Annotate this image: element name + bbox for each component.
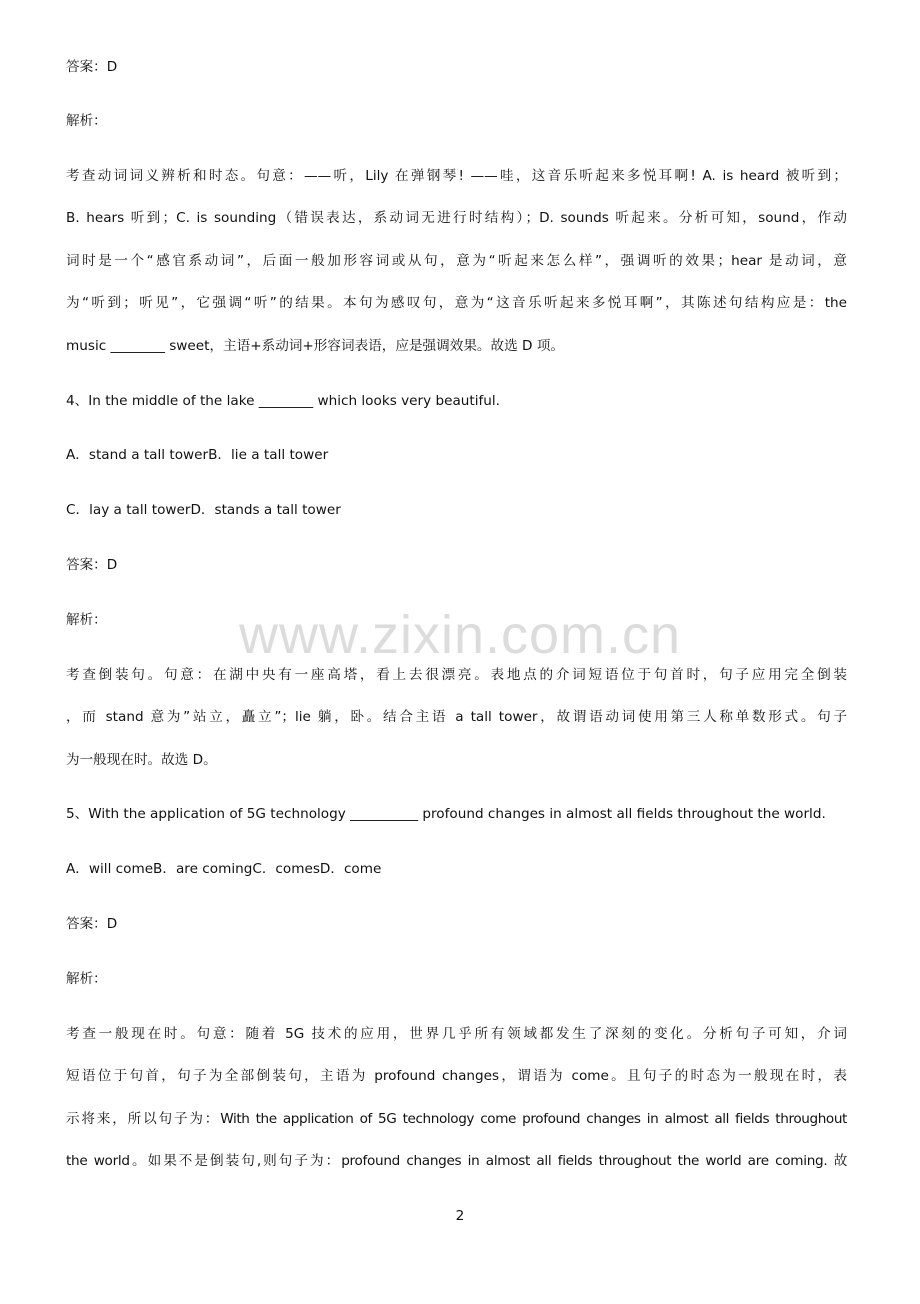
q5-options: A．will comeB．are comingC．comesD．come — [66, 861, 382, 877]
q5-answer: 答案：D — [66, 916, 118, 932]
q4-options: A．stand a tall towerB．lie a tall tower — [66, 447, 329, 463]
q5-analysis-line: 示将来，所以句子为：With the application of 5G technology come profound changes in almost all fields throughout — [66, 1111, 847, 1127]
q5-analysis-line: the world。如果不是倒装句,则句子为：profound changes in almost all fields throughout the world are coming. 故 — [66, 1153, 847, 1169]
q4-analysis-line: ，而 stand 意为”站立，矗立”；lie 躺，卧。结合主语 a tall tower，故谓语动词使用第三人称单数形式。句子 — [66, 709, 847, 725]
q4-analysis-line: 考查倒装句。句意：在湖中央有一座高塔，看上去很漂亮。表地点的介词短语位于句首时，句子应用完全倒装 — [66, 667, 847, 683]
q3-analysis-line: 词时是一个“感官系动词”，后面一般加形容词或从句，意为“听起来怎么样”，强调听的效果；hear 是动词，意 — [66, 253, 847, 269]
q5-analysis-line: 短语位于句首，句子为全部倒装句，主语为 profound changes，谓语为 come。且句子的时态为一般现在时，表 — [66, 1068, 847, 1084]
q4-options: C．lay a tall towerD．stands a tall tower — [66, 502, 341, 518]
q4-question: 4、In the middle of the lake ________ which looks very beautiful. — [66, 393, 500, 409]
q4-analysis-line: 为一般现在时。故选 D。 — [66, 752, 217, 768]
q3-answer: 答案：D — [66, 59, 118, 75]
q3-analysis-line: 考查动词词义辨析和时态。句意：——听，Lily 在弹钢琴! ——哇，这音乐听起来多悦耳啊! A. is heard 被听到； — [66, 168, 847, 184]
q3-analysis-line: music ________ sweet，主语+系动词+形容词表语，应是强调效果。故选 D 项。 — [66, 338, 565, 354]
q5-analysis-line: 考查一般现在时。句意：随着 5G 技术的应用，世界几乎所有领域都发生了深刻的变化。分析句子可知，介词 — [66, 1026, 847, 1042]
q5-question: 5、With the application of 5G technology __________ profound changes in almost all fields throughout the world. — [66, 806, 826, 822]
q3-analysis-line: B. hears 听到；C. is sounding（错误表达，系动词无进行时结构）；D. sounds 听起来。分析可知，sound，作动 — [66, 210, 847, 226]
page-number: 2 — [455, 1208, 465, 1224]
q3-analysis-label: 解析： — [66, 113, 107, 129]
q3-analysis-line: 为“听到；听见”，它强调“听”的结果。本句为感叹句，意为“这音乐听起来多悦耳啊”，其陈述句结构应是：the — [66, 295, 847, 311]
q4-analysis-label: 解析： — [66, 612, 107, 628]
q4-answer: 答案：D — [66, 557, 118, 573]
q5-analysis-label: 解析： — [66, 971, 107, 987]
watermark: www.zixin.com.cn — [238, 605, 682, 665]
